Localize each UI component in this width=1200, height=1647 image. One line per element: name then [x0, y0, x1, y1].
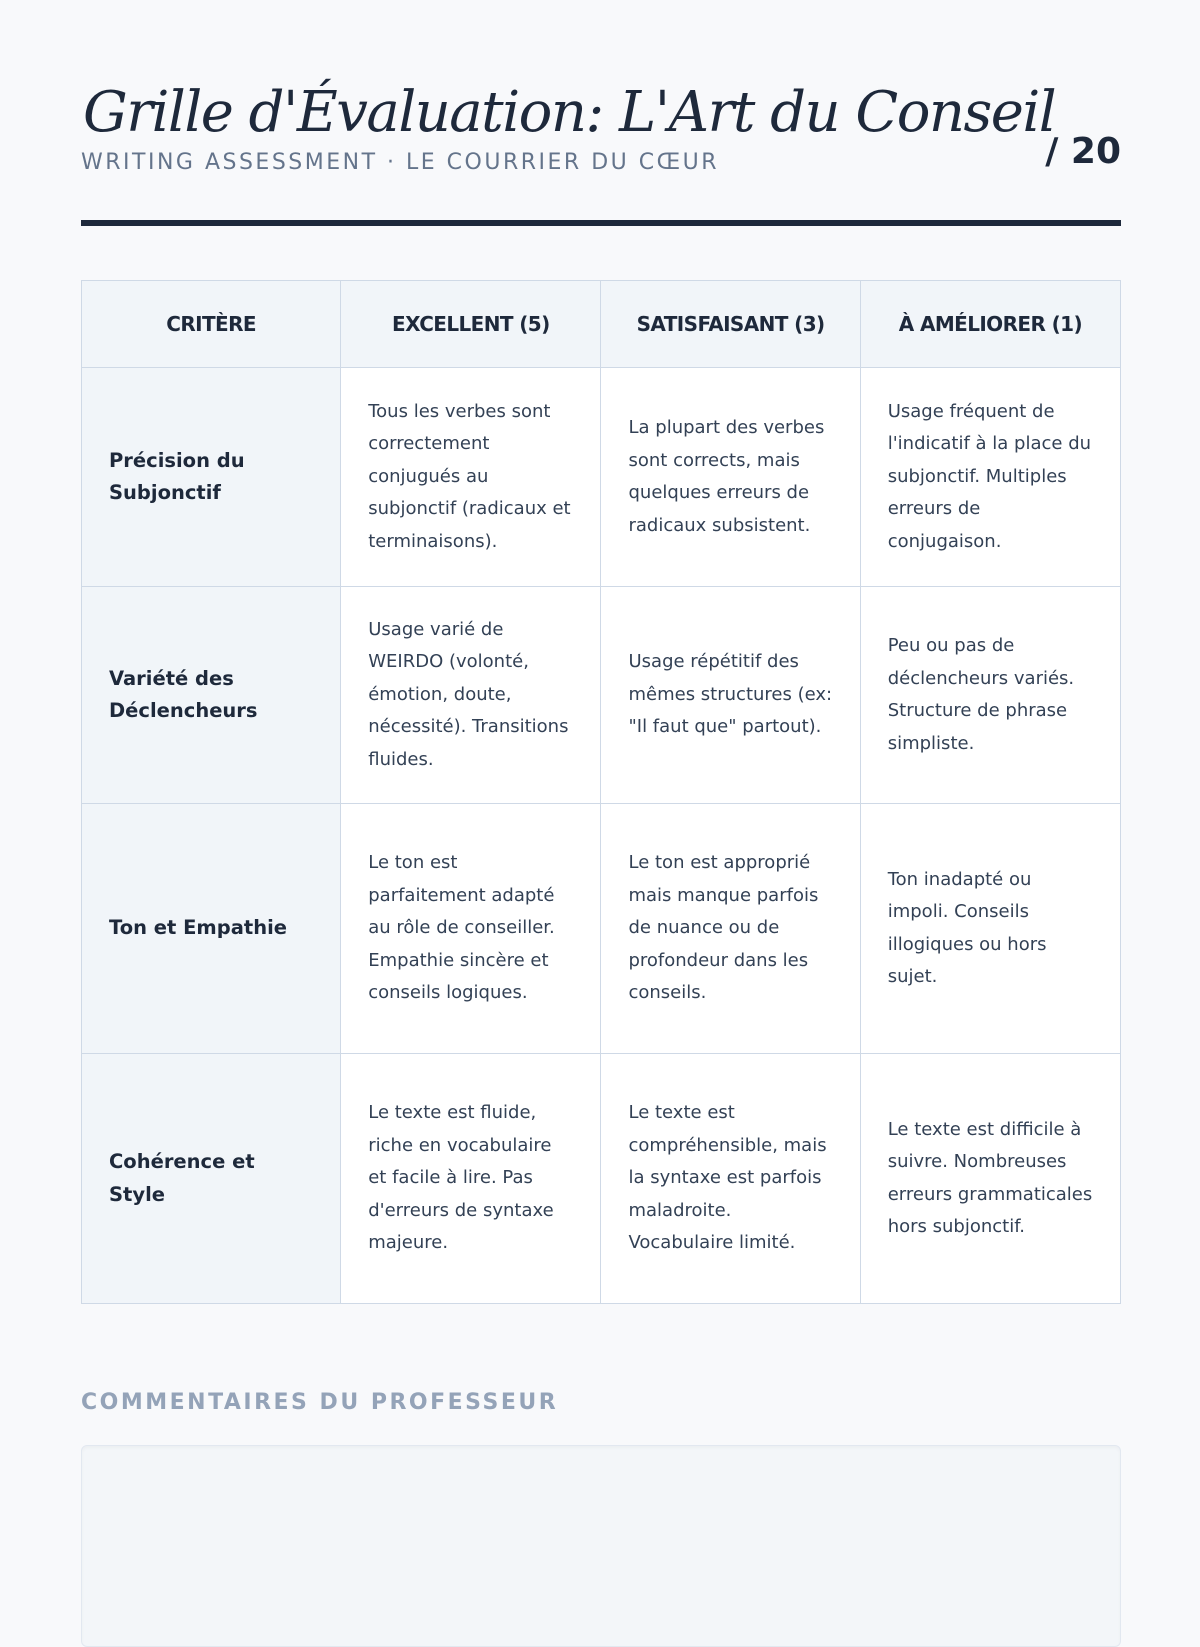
header-divider	[81, 220, 1121, 226]
table-row	[82, 804, 1121, 1054]
column-header-ameliorer: À AMÉLIORER (1)	[860, 281, 1120, 368]
ameliorer-cell: Le texte est difficile à suivre. Nombreuses erreurs grammaticales hors subjonctif.	[860, 1054, 1120, 1304]
column-header-excellent: EXCELLENT (5)	[341, 281, 601, 368]
ameliorer-cell: Usage fréquent de l'indicatif à la place du subjonctif. Multiples erreurs de conjugaison.	[860, 368, 1120, 587]
page-title: Grille d'Évaluation: L'Art du Conseil	[83, 80, 1056, 145]
table-row	[82, 587, 1121, 804]
satisfaisant-cell: Usage répétitif des mêmes structures (ex: "Il faut que" partout).	[601, 587, 860, 804]
page-header	[81, 0, 1121, 228]
rubric-table	[81, 280, 1121, 1304]
page-subtitle: WRITING ASSESSMENT · LE COURRIER DU CŒUR	[81, 150, 720, 175]
table-row	[82, 1054, 1121, 1304]
satisfaisant-cell: Le ton est approprié mais manque parfois de nuance ou de profondeur dans les conseils.	[601, 804, 860, 1054]
rubric-body	[82, 368, 1121, 1304]
satisfaisant-cell: Le texte est compréhensible, mais la syntaxe est parfois maladroite. Vocabulaire limité.	[601, 1054, 860, 1304]
rubric-header-row	[82, 281, 1121, 368]
criterion-cell: Précision du Subjonctif	[82, 368, 341, 587]
teacher-comments-field[interactable]	[81, 1445, 1121, 1647]
ameliorer-cell: Peu ou pas de déclencheurs variés. Structure de phrase simpliste.	[860, 587, 1120, 804]
assessment-page	[81, 0, 1121, 1415]
ameliorer-cell: Ton inadapté ou impoli. Conseils illogiques ou hors sujet.	[860, 804, 1120, 1054]
criterion-cell: Ton et Empathie	[82, 804, 341, 1054]
excellent-cell: Usage varié de WEIRDO (volonté, émotion, doute, nécessité). Transitions fluides.	[341, 587, 601, 804]
comments-label: COMMENTAIRES DU PROFESSEUR	[81, 1390, 559, 1415]
score-total: / 20	[1045, 131, 1121, 172]
column-header-critere: CRITÈRE	[82, 281, 341, 368]
criterion-cell: Variété des Déclencheurs	[82, 587, 341, 804]
satisfaisant-cell: La plupart des verbes sont corrects, mais quelques erreurs de radicaux subsistent.	[601, 368, 860, 587]
excellent-cell: Tous les verbes sont correctement conjugués au subjonctif (radicaux et terminaisons).	[341, 368, 601, 587]
excellent-cell: Le texte est fluide, riche en vocabulaire et facile à lire. Pas d'erreurs de syntaxe majeure.	[341, 1054, 601, 1304]
criterion-cell: Cohérence et Style	[82, 1054, 341, 1304]
excellent-cell: Le ton est parfaitement adapté au rôle de conseiller. Empathie sincère et conseils logiques.	[341, 804, 601, 1054]
table-row	[82, 368, 1121, 587]
column-header-satisfaisant: SATISFAISANT (3)	[601, 281, 860, 368]
rubric-header	[82, 281, 1121, 368]
